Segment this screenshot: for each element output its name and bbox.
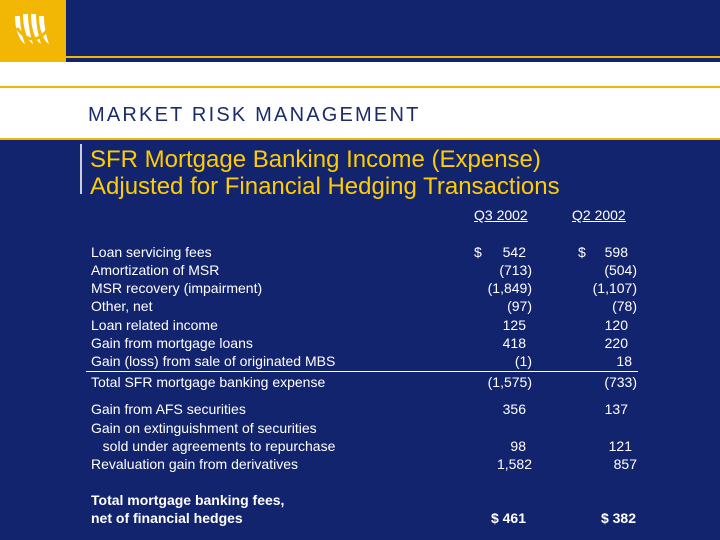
row-label: Loan related income <box>91 317 218 333</box>
dollar-sign: $ <box>578 244 586 260</box>
row-label: sold under agreements to repurchase <box>91 438 336 454</box>
row-label: Total mortgage banking fees, <box>91 492 285 508</box>
table-row <box>0 420 720 438</box>
total-divider <box>86 371 638 372</box>
table-row <box>0 456 720 474</box>
table-row <box>0 353 720 371</box>
table-row <box>0 244 720 262</box>
value-q3: 125 <box>502 317 526 333</box>
value-q3: 1,582 <box>496 456 532 472</box>
value-q2: (504) <box>604 262 637 278</box>
value-q3: (713) <box>499 262 532 278</box>
row-label: Other, net <box>91 298 153 314</box>
value-q3: (1) <box>514 353 532 369</box>
band-bottom-line <box>0 138 720 140</box>
value-q2: $ 382 <box>600 510 636 526</box>
header-divider <box>66 56 720 58</box>
value-q2: (733) <box>604 374 637 390</box>
slide-title <box>90 146 560 200</box>
wachovia-w-logo-icon <box>11 10 55 50</box>
table-row-grand-total <box>0 510 720 528</box>
row-label: Loan servicing fees <box>91 244 212 260</box>
value-q3: 418 <box>502 335 526 351</box>
dollar-sign: $ <box>474 244 482 260</box>
table-row-total <box>0 374 720 392</box>
row-label: Gain from mortgage loans <box>91 335 253 351</box>
value-q2: 120 <box>604 317 628 333</box>
table-row <box>0 438 720 456</box>
value-q3: 98 <box>510 438 526 454</box>
table-row-grand-total <box>0 492 720 510</box>
slide-title-line-2: Adjusted for Financial Hedging Transactions <box>90 173 560 200</box>
logo <box>0 0 66 62</box>
value-q2: 18 <box>616 353 632 369</box>
slide-title-line-1: SFR Mortgage Banking Income (Expense) <box>90 146 541 173</box>
value-q2: (1,107) <box>592 280 637 296</box>
value-q2: 220 <box>604 335 628 351</box>
value-q2: 121 <box>608 438 632 454</box>
header-band <box>0 62 720 140</box>
row-label: MSR recovery (impairment) <box>91 280 263 296</box>
column-header-q3: Q3 2002 <box>474 207 528 223</box>
table-row <box>0 298 720 316</box>
row-label: net of financial hedges <box>91 510 243 526</box>
row-label: Amortization of MSR <box>91 262 220 278</box>
value-q3: 356 <box>502 401 526 417</box>
value-q3: (1,849) <box>487 280 532 296</box>
row-label: Gain (loss) from sale of originated MBS <box>91 353 336 369</box>
value-q2: (78) <box>612 298 637 314</box>
row-label: Total SFR mortgage banking expense <box>91 374 326 390</box>
table-row <box>0 401 720 419</box>
value-q2: 857 <box>613 456 637 472</box>
row-label: Gain from AFS securities <box>91 401 246 417</box>
value-q2: 137 <box>604 401 628 417</box>
table-row <box>0 335 720 353</box>
table-row <box>0 317 720 335</box>
table-row <box>0 262 720 280</box>
title-accent-bar <box>80 144 82 194</box>
value-q3: 542 <box>502 244 526 260</box>
band-top-line <box>0 86 720 88</box>
row-label: Revaluation gain from derivatives <box>91 456 298 472</box>
value-q2: 598 <box>604 244 628 260</box>
table-row <box>0 280 720 298</box>
value-q3: $ 461 <box>490 510 526 526</box>
section-title: MARKET RISK MANAGEMENT <box>88 104 421 126</box>
value-q3: (97) <box>507 298 532 314</box>
value-q3: (1,575) <box>487 374 532 390</box>
row-label: Gain on extinguishment of securities <box>91 420 317 436</box>
column-header-q2: Q2 2002 <box>572 207 626 223</box>
